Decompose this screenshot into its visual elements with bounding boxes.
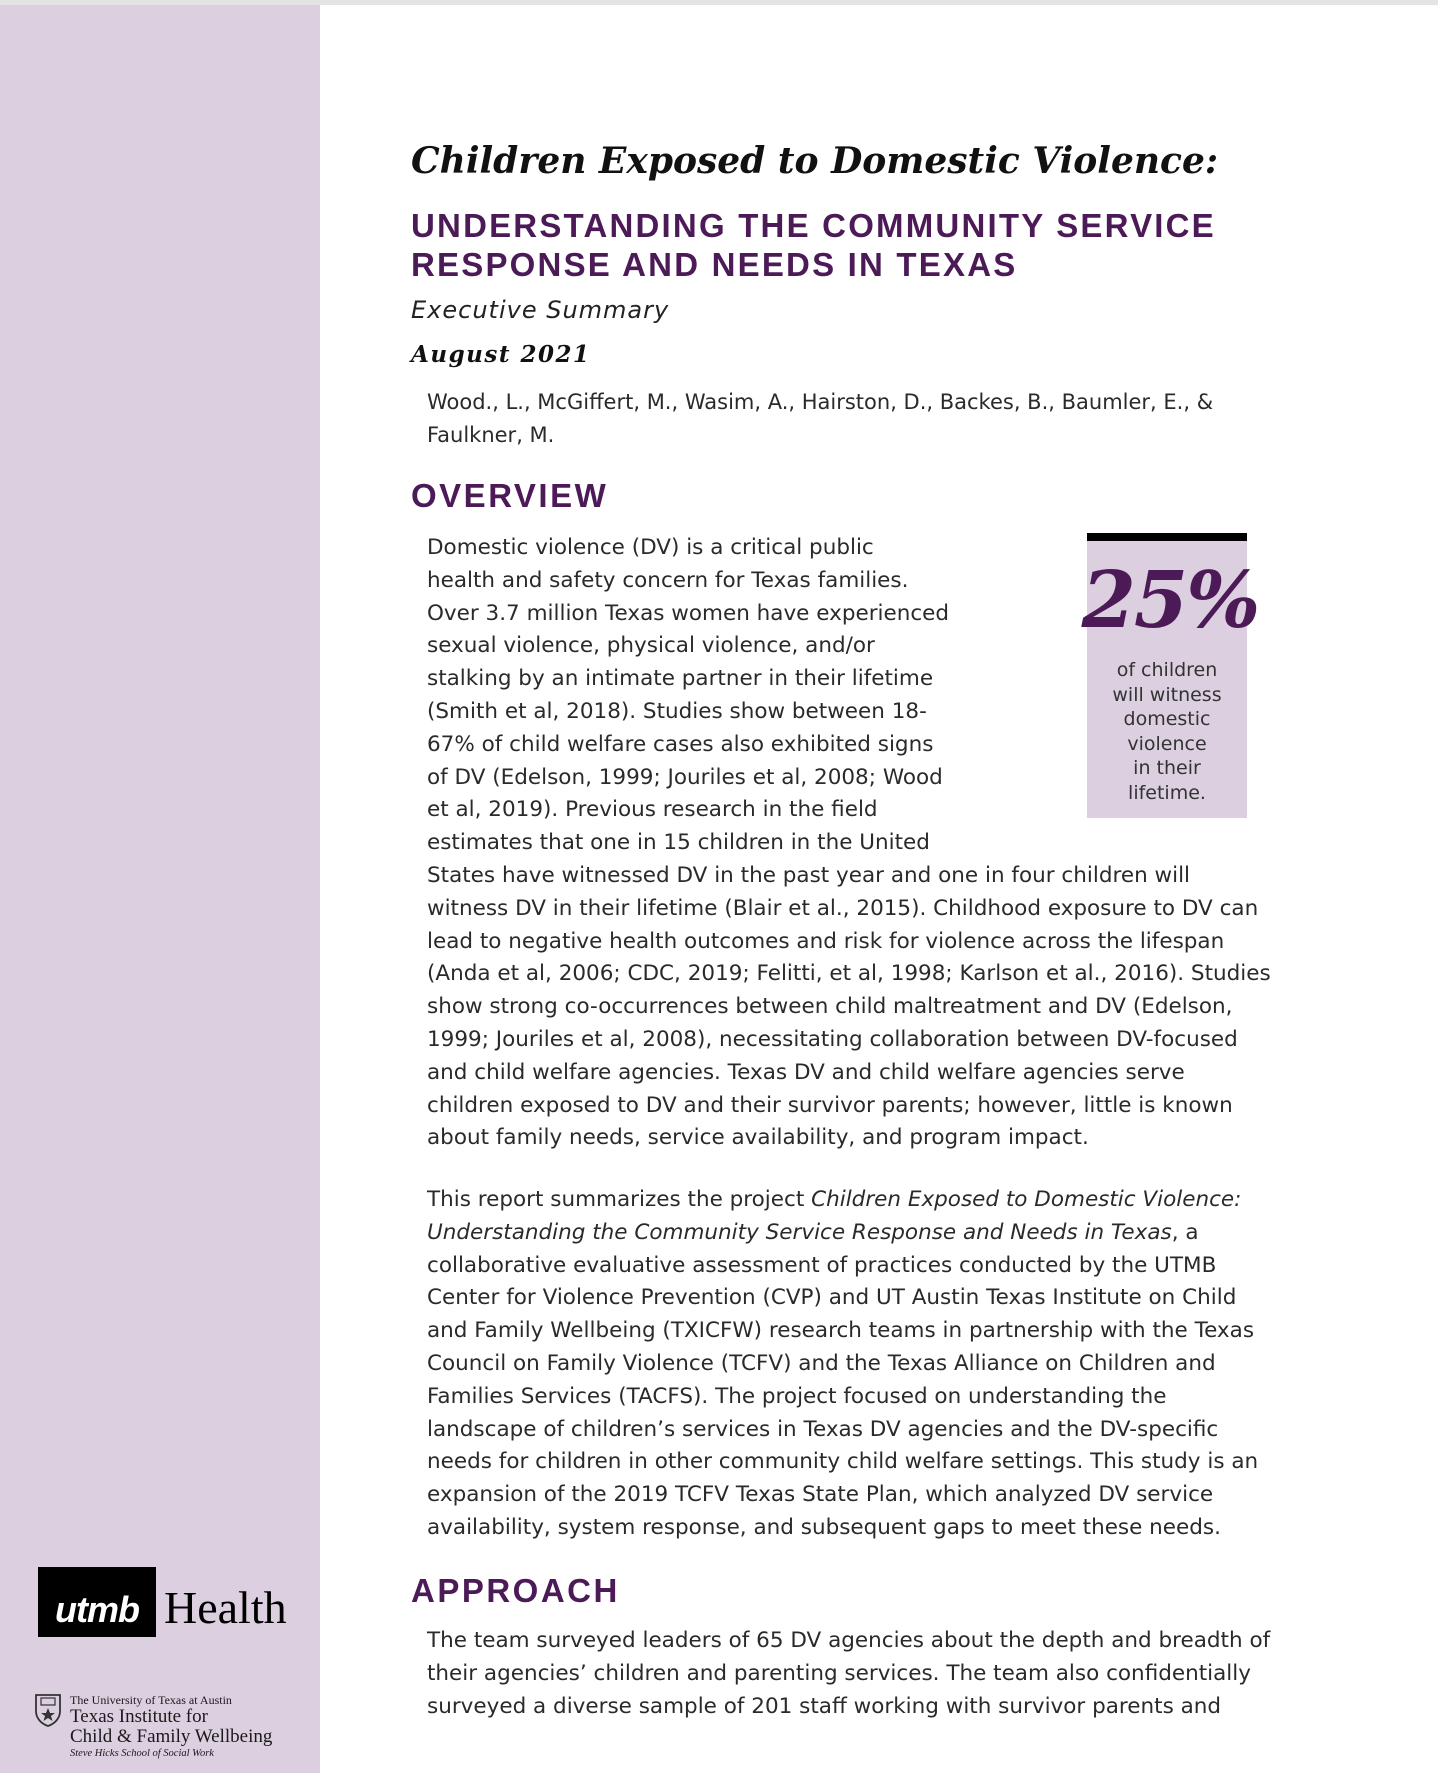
stat-caption-line: in their <box>1133 757 1201 779</box>
overview-heading: OVERVIEW <box>411 477 609 514</box>
p2-line-1-pre: This report summarizes the project <box>427 1187 812 1212</box>
p2-line: Center for Violence Prevention (CVP) and UT Austin Texas Institute on Child <box>427 1285 1237 1311</box>
p1-line: show strong co-occurrences between child maltreatment and DV (Edelson, <box>427 994 1233 1020</box>
txicfw-university-line: The University of Texas at Austin <box>70 1693 232 1707</box>
approach-line: surveyed a diverse sample of 201 staff working with survivor parents and <box>427 1693 1222 1719</box>
stat-callout-bar <box>1087 533 1247 541</box>
document-subtitle <box>411 206 1311 284</box>
approach-heading: APPROACH <box>411 1572 620 1609</box>
document-title: Children Exposed to Domestic Violence: <box>411 140 1219 182</box>
p1-line: (Anda et al, 2006; CDC, 2019; Felitti, et al, 1998; Karlson et al., 2016). Studies <box>427 961 1271 987</box>
stat-callout <box>1081 533 1259 818</box>
utmb-logo-word: Health <box>164 1582 287 1633</box>
approach-line: The team surveyed leaders of 65 DV agencies about the depth and breadth of <box>427 1628 1271 1653</box>
subtitle-line-2: RESPONSE AND NEEDS IN TEXAS <box>411 246 1018 283</box>
p1-line: stalking by an intimate partner in their lifetime <box>427 666 934 692</box>
sidebar-panel <box>0 5 320 1773</box>
project-title-italic-1: Children Exposed to Domestic Violence: <box>811 1187 1242 1212</box>
txicfw-name-line1: Texas Institute for <box>70 1706 208 1727</box>
project-title-italic-2: Understanding the Community Service Response and Needs in Texas <box>427 1219 1172 1245</box>
p1-line: (Smith et al, 2018). Studies show between 18- <box>427 698 927 724</box>
overview-paragraph-2 <box>427 1184 1347 1545</box>
txicfw-name-line2: Child & Family Wellbeing <box>70 1726 273 1747</box>
p1-line: and child welfare agencies. Texas DV and child welfare agencies serve <box>427 1059 1185 1085</box>
stat-caption-line: of children <box>1116 659 1218 681</box>
p2-line: availability, system response, and subsequent gaps to meet these needs. <box>427 1514 1221 1540</box>
p1-line: health and safety concern for Texas families. <box>427 567 909 593</box>
p1-line: Over 3.7 million Texas women have experienced <box>427 600 950 626</box>
authors-line-1: Wood., L., McGiffert, M., Wasim, A., Hairston, D., Backes, B., Baumler, E., & <box>427 390 1214 414</box>
p1-line: sexual violence, physical violence, and/or <box>427 633 875 659</box>
p1-line: States have witnessed DV in the past year and one in four children will <box>427 862 1191 888</box>
author-list <box>427 386 1327 452</box>
document-type: Executive Summary <box>411 296 670 324</box>
p2-line: landscape of children’s services in Texas DV agencies and the DV-specific <box>427 1416 1219 1442</box>
stat-caption-line: lifetime. <box>1128 781 1206 804</box>
p2-line: expansion of the 2019 TCFV Texas State Plan, which analyzed DV service <box>427 1482 1214 1508</box>
p2-line: Families Services (TACFS). The project focused on understanding the <box>427 1383 1167 1409</box>
p1-line: 67% of child welfare cases also exhibited signs <box>427 731 934 757</box>
p1-line: et al, 2019). Previous research in the field <box>427 797 878 823</box>
p2-line: collaborative evaluative assessment of practices conducted by the UTMB <box>427 1252 1217 1278</box>
document-date: August 2021 <box>411 341 591 368</box>
p1-line: witness DV in their lifetime (Blair et al., 2015). Childhood exposure to DV can <box>427 895 1259 921</box>
authors-line-2: Faulkner, M. <box>427 423 555 447</box>
p2-line: needs for children in other community child welfare settings. This study is an <box>427 1449 1259 1475</box>
approach-line: their agencies’ children and parenting services. The team also confidentially <box>427 1660 1251 1686</box>
subtitle-line-1: UNDERSTANDING THE COMMUNITY SERVICE <box>411 207 1216 244</box>
utmb-health-logo <box>38 1567 287 1637</box>
p1-line: estimates that one in 15 children in the United <box>427 830 930 856</box>
p1-line: children exposed to DV and their survivor parents; however, little is known <box>427 1092 1233 1118</box>
p2-line: and Family Wellbeing (TXICFW) research teams in partnership with the Texas <box>427 1318 1255 1344</box>
stat-caption-line: violence <box>1127 732 1207 755</box>
p1-line: Domestic violence (DV) is a critical public <box>427 535 874 560</box>
p1-line: lead to negative health outcomes and risk for violence across the lifespan <box>427 928 1225 954</box>
p1-line: of DV (Edelson, 1999; Jouriles et al, 2008; Wood <box>427 764 943 790</box>
utmb-logo-mark: utmb <box>38 1567 156 1637</box>
stat-caption-line: will witness <box>1112 683 1222 706</box>
p1-line: 1999; Jouriles et al, 2008), necessitating collaboration between DV-focused <box>427 1026 1238 1052</box>
ut-seal-icon <box>34 1693 62 1727</box>
p1-line: about family needs, service availability, and program impact. <box>427 1125 1089 1151</box>
stat-value: 25% <box>1081 555 1259 646</box>
p2-line-2-post: , a <box>1171 1219 1199 1245</box>
stat-caption-line: domestic <box>1123 708 1211 730</box>
approach-paragraph <box>427 1625 1347 1723</box>
p2-line: Council on Family Violence (TCFV) and the Texas Alliance on Children and <box>427 1350 1216 1376</box>
txicfw-logo <box>34 1693 272 1761</box>
txicfw-school-line: Steve Hicks School of Social Work <box>70 1748 214 1759</box>
stat-caption <box>1087 658 1247 805</box>
